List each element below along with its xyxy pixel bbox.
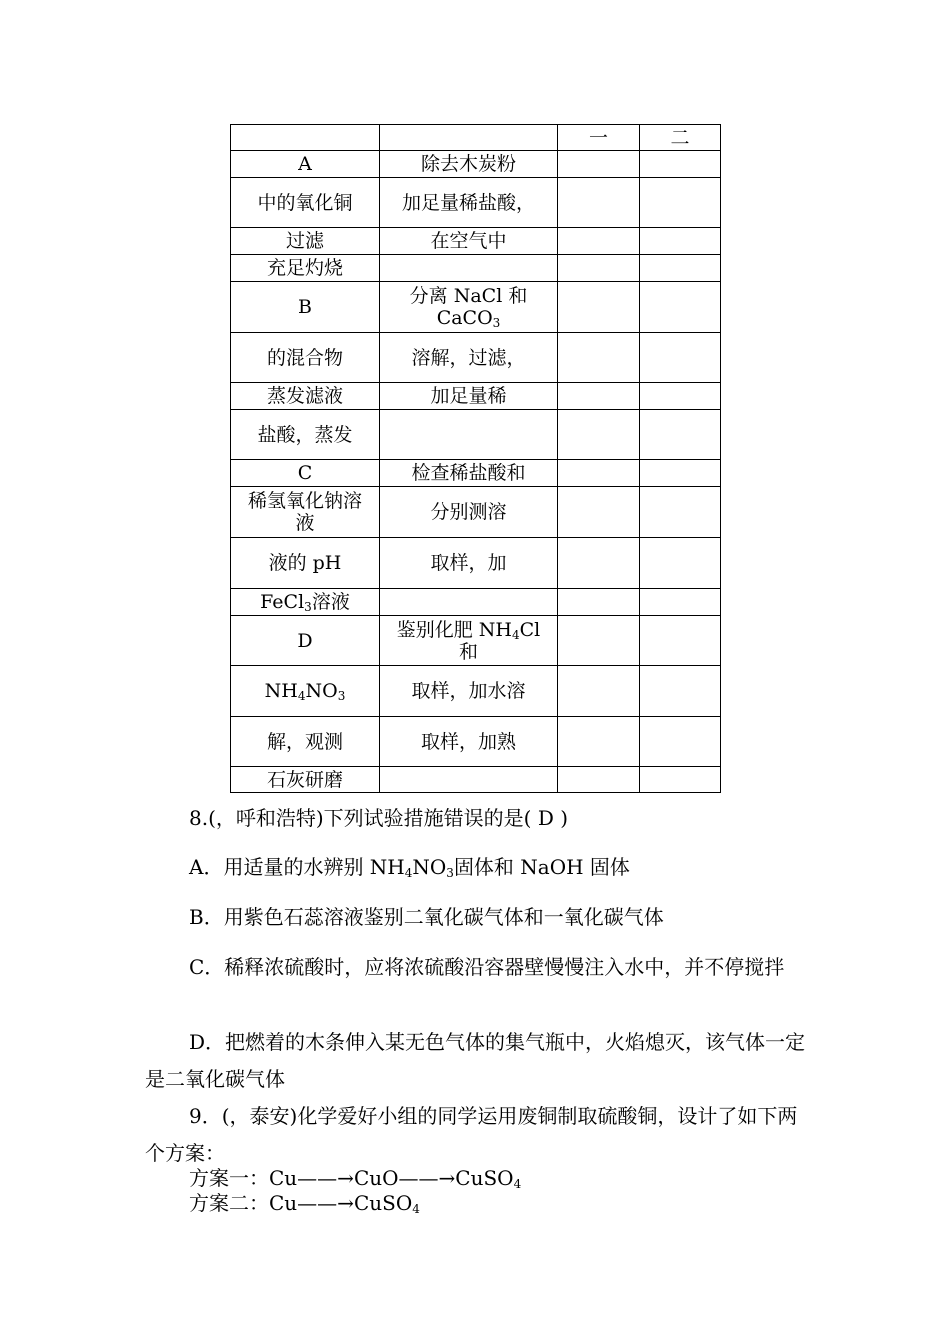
table-cell: 除去木炭粉 xyxy=(380,151,558,178)
table-cell xyxy=(558,383,640,410)
option-text: 固体和 NaOH 固体 xyxy=(453,855,630,879)
table-cell xyxy=(380,589,558,616)
table-cell xyxy=(640,666,721,717)
table-cell: 加足量稀盐酸， xyxy=(380,178,558,228)
table-row xyxy=(231,460,721,487)
plan-text: 方案二：Cu——→CuSO xyxy=(189,1191,413,1215)
table-cell xyxy=(640,460,721,487)
question-8-option-b: B．用紫色石蕊溶液鉴别二氧化碳气体和一氧化碳气体 xyxy=(189,905,664,929)
table-cell: D xyxy=(231,616,380,666)
table-cell xyxy=(558,410,640,460)
formula-text: NO xyxy=(305,680,338,702)
table-cell xyxy=(558,589,640,616)
table-cell: C xyxy=(231,460,380,487)
table-cell: 取样，加 xyxy=(380,538,558,589)
table-row xyxy=(231,616,721,666)
table-cell: 稀氢氧化钠溶液 xyxy=(231,487,380,538)
table-cell xyxy=(640,178,721,228)
table-row xyxy=(231,282,721,333)
table-cell: A xyxy=(231,151,380,178)
table-row xyxy=(231,255,721,282)
plan-text: 方案一：Cu——→CuO——→CuSO xyxy=(189,1166,514,1190)
subscript: 3 xyxy=(304,600,312,614)
question-9-stem: 9．(，泰安)化学爱好小组的同学运用废铜制取硫酸铜，设计了如下两个方案： xyxy=(145,1104,798,1165)
subscript: 4 xyxy=(412,1202,420,1216)
cell-text: 鉴别化肥 NH xyxy=(396,618,512,641)
table-cell xyxy=(640,538,721,589)
table-cell xyxy=(640,487,721,538)
question-8-option-a xyxy=(145,849,810,886)
formula-text: NH xyxy=(264,680,298,702)
formula-text: FeCl xyxy=(260,591,305,613)
question-8-option-d: D．把燃着的木条伸入某无色气体的集气瓶中，火焰熄灭，该气体一定是二氧化碳气体 xyxy=(145,1030,806,1091)
table-cell xyxy=(558,255,640,282)
table-cell xyxy=(640,151,721,178)
table-header-row xyxy=(231,125,721,151)
table-cell: 解，观测 xyxy=(231,717,380,767)
cell-text: 溶液 xyxy=(311,591,350,613)
subscript: 4 xyxy=(513,1177,522,1191)
header-cell: 二 xyxy=(640,125,721,151)
option-text: NO xyxy=(412,855,447,879)
cell-text: 分离 NaCl 和 xyxy=(409,285,528,307)
table-row xyxy=(231,333,721,383)
question-8-stem: 8.(，呼和浩特)下列试验措施错误的是( D ) xyxy=(189,806,569,830)
table-cell xyxy=(558,717,640,767)
table-cell xyxy=(558,616,640,666)
table-cell xyxy=(558,282,640,333)
cell-text: 和 xyxy=(458,640,478,663)
table-cell xyxy=(640,383,721,410)
header-cell: 一 xyxy=(558,125,640,151)
subscript: 4 xyxy=(404,866,413,880)
table-cell: 取样，加熟 xyxy=(380,717,558,767)
table-cell xyxy=(380,410,558,460)
experiment-table xyxy=(230,124,721,793)
table-cell xyxy=(231,589,380,616)
header-cell xyxy=(380,125,558,151)
table-row xyxy=(231,228,721,255)
table-row xyxy=(231,410,721,460)
table-cell xyxy=(558,333,640,383)
table-cell: B xyxy=(231,282,380,333)
table-row xyxy=(231,487,721,538)
table-cell xyxy=(380,255,558,282)
table-row xyxy=(231,767,721,793)
table-cell xyxy=(558,666,640,717)
table-cell xyxy=(231,666,380,717)
formula-text: CaCO xyxy=(436,307,493,329)
table-cell xyxy=(640,228,721,255)
table-row xyxy=(231,717,721,767)
table-cell: 加足量稀 xyxy=(380,383,558,410)
table-cell: 蒸发滤液 xyxy=(231,383,380,410)
table-cell: 在空气中 xyxy=(380,228,558,255)
subscript: 3 xyxy=(446,866,454,880)
table-cell xyxy=(558,538,640,589)
subscript: 3 xyxy=(492,316,501,330)
option-text: A．用适量的水辨别 NH xyxy=(189,855,405,879)
table-row xyxy=(231,178,721,228)
table-cell xyxy=(640,717,721,767)
table-cell: 检查稀盐酸和 xyxy=(380,460,558,487)
table-cell xyxy=(640,410,721,460)
table-cell xyxy=(558,460,640,487)
table-cell: 液的 pH xyxy=(231,538,380,589)
table-cell xyxy=(640,282,721,333)
table-cell xyxy=(558,151,640,178)
table-cell: 中的氧化铜 xyxy=(231,178,380,228)
table-cell xyxy=(640,767,721,793)
plan-one xyxy=(145,1165,810,1191)
table-cell xyxy=(558,487,640,538)
table-cell xyxy=(380,767,558,793)
table-row xyxy=(231,666,721,717)
table-row xyxy=(231,383,721,410)
table-cell xyxy=(558,228,640,255)
table-cell: 石灰研磨 xyxy=(231,767,380,793)
table-cell: 的混合物 xyxy=(231,333,380,383)
table-cell xyxy=(380,282,558,333)
subscript: 4 xyxy=(511,627,520,642)
table-cell xyxy=(640,616,721,666)
subscript: 4 xyxy=(297,689,306,703)
table-cell: 过滤 xyxy=(231,228,380,255)
table-cell xyxy=(640,333,721,383)
table-cell: 取样，加水溶 xyxy=(380,666,558,717)
table-cell: 盐酸，蒸发 xyxy=(231,410,380,460)
table-cell: 溶解，过滤， xyxy=(380,333,558,383)
table-cell xyxy=(558,178,640,228)
table-cell xyxy=(640,255,721,282)
formula-text: Cl xyxy=(519,618,541,641)
table-row xyxy=(231,589,721,616)
table-cell xyxy=(380,616,558,666)
table-cell xyxy=(558,767,640,793)
subscript: 3 xyxy=(337,689,346,703)
table-row xyxy=(231,151,721,178)
header-cell xyxy=(231,125,380,151)
question-8-option-c: C．稀释浓硫酸时，应将浓硫酸沿容器壁慢慢注入水中，并不停搅拌 xyxy=(189,955,785,979)
table-cell: 分别测溶 xyxy=(380,487,558,538)
table-row xyxy=(231,538,721,589)
plan-two xyxy=(145,1190,810,1216)
table-cell xyxy=(640,589,721,616)
table-cell: 充足灼烧 xyxy=(231,255,380,282)
